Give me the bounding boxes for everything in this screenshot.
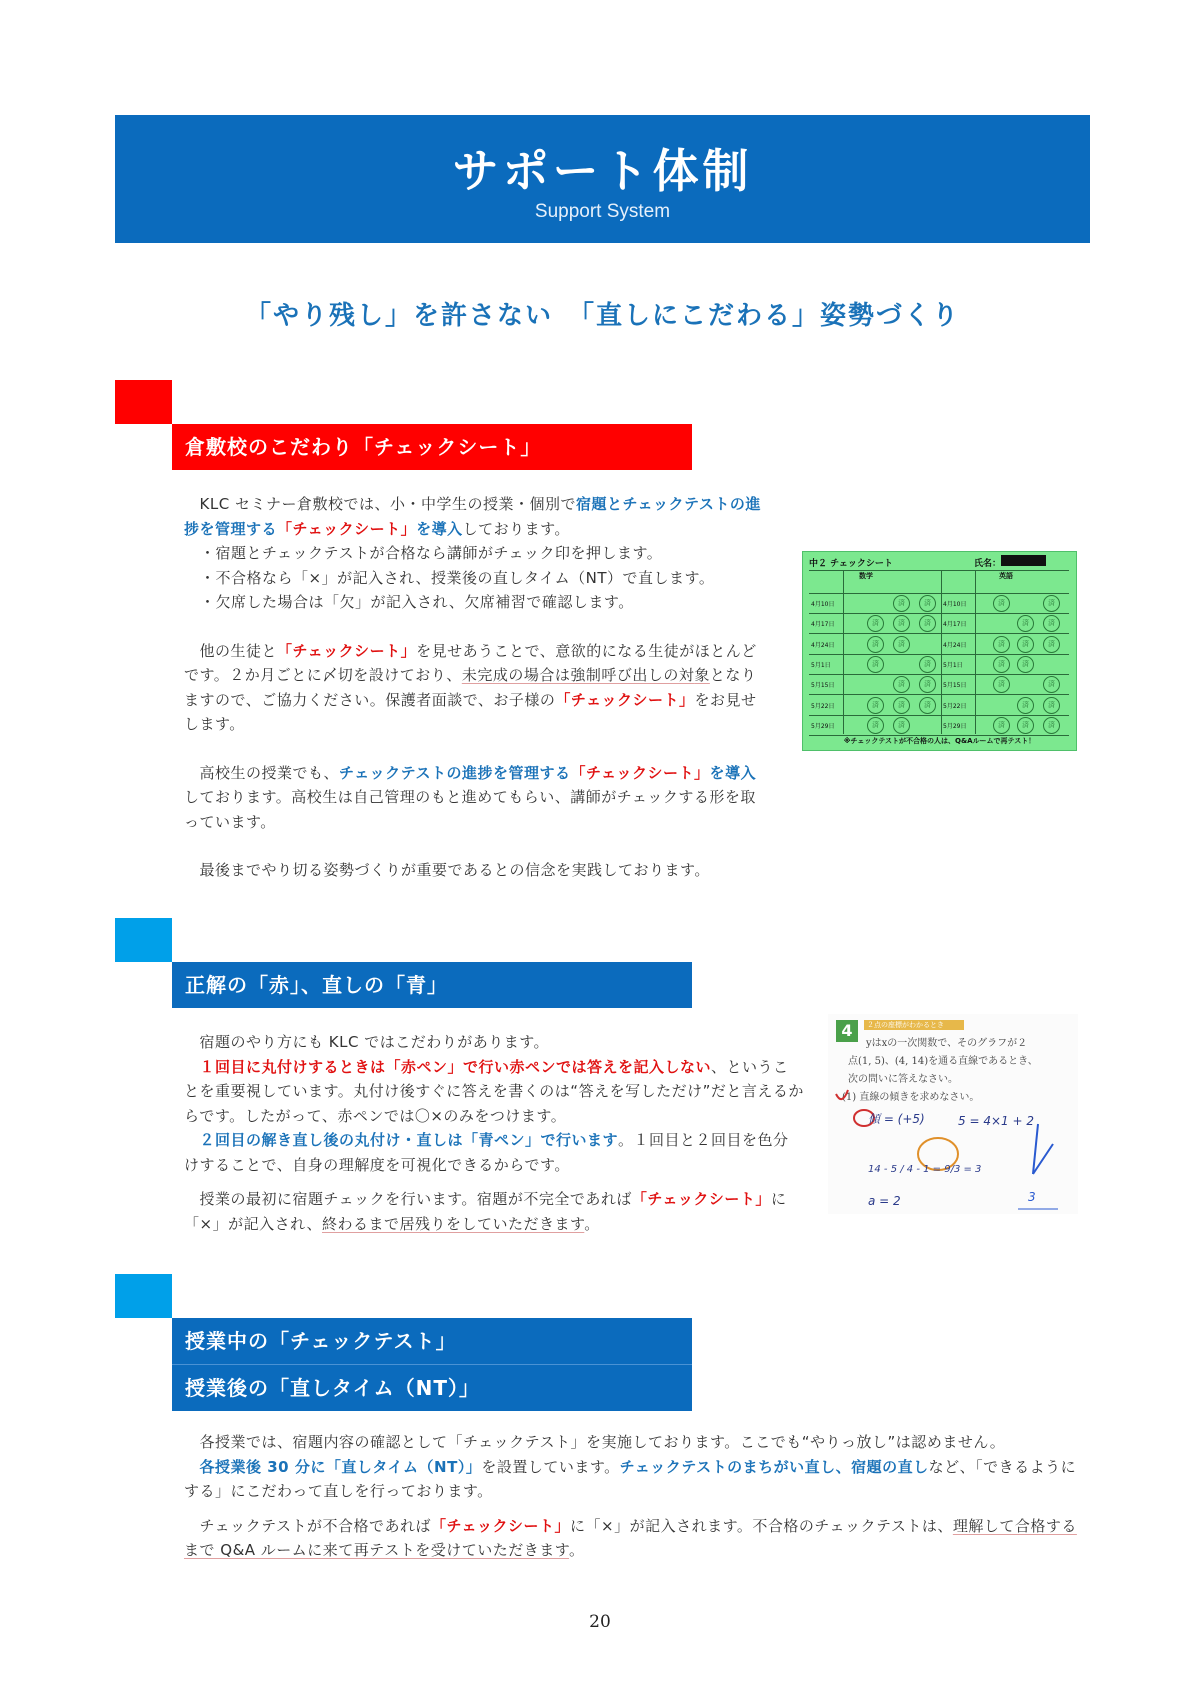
pass-stamp-icon: 済 (1043, 595, 1060, 612)
pass-stamp-icon: 済 (993, 636, 1010, 653)
page-number: 20 (589, 1612, 611, 1632)
checksheet-row (809, 674, 1069, 695)
pass-stamp-icon: 済 (893, 615, 910, 632)
section1-bullet2: ・不合格なら「×」が記入され、授業後の直しタイム（NT）で直します。 (200, 568, 715, 587)
homework-image (828, 1014, 1078, 1214)
problem-line4: (1) 直線の傾きを求めなさい。 (842, 1092, 980, 1103)
checksheet-row (809, 613, 1069, 634)
section3-body (184, 1430, 1084, 1563)
problem-tag: ２点の座標がわかるとき (864, 1020, 964, 1030)
checksheet-row (809, 654, 1069, 675)
pass-stamp-icon: 済 (867, 697, 884, 714)
checksheet-date: 5月15日 (943, 682, 967, 690)
handwriting-marks (828, 1014, 1078, 1214)
pass-stamp-icon: 済 (919, 656, 936, 673)
section1-heading: 倉敷校のこだわり「チェックシート」 (172, 424, 692, 470)
pass-stamp-icon: 済 (867, 636, 884, 653)
pass-stamp-icon: 済 (1017, 636, 1034, 653)
checksheet-date: 5月1日 (943, 661, 963, 669)
tagline: 「やり残し」を許さない 「直しにこだわる」姿勢づくり (244, 301, 960, 331)
pass-stamp-icon: 済 (1043, 717, 1060, 734)
section2-marker (115, 918, 172, 962)
problem-line3: 次の問いに答えなさい。 (848, 1074, 958, 1085)
checksheet-row (809, 634, 1069, 655)
section3-para2: 各授業後 30 分に「直しタイム（NT）」を設置しています。チェックテストのまちがい直し、宿題の直しなど、「できるようにする」にこだわって直しを行っております。 (184, 1457, 1077, 1500)
section1-para4: 最後までやり切る姿勢づくりが重要であるとの信念を実践しております。 (199, 861, 710, 879)
handwriting-5: 3 (1028, 1190, 1036, 1204)
section2-para4: 授業の最初に宿題チェックを行います。宿題が不完全であれば「チェックシート」に「×」が記入され、終わるまで居残りをしていただきます。 (184, 1190, 787, 1233)
pass-stamp-icon: 済 (893, 676, 910, 693)
section1-bullet1: ・宿題とチェックテストが合格なら講師がチェック印を押します。 (200, 544, 663, 562)
pass-stamp-icon: 済 (1017, 656, 1034, 673)
section3-marker (115, 1274, 172, 1318)
checksheet-date: 4月24日 (943, 641, 967, 649)
handwriting-4: a = 2 (868, 1194, 901, 1208)
checksheet-date: 4月17日 (943, 621, 967, 629)
pass-stamp-icon: 済 (867, 717, 884, 734)
section2-para3: ２回目の解き直し後の丸付け・直しは「青ペン」で行います。１回目と２回目を色分けすることで、自身の理解度を可視化できるからです。 (184, 1131, 789, 1174)
checksheet-date: 5月29日 (943, 722, 967, 730)
problem-line2: 点(1, 5)、(4, 14)を通る直線であるとき、 (848, 1056, 1038, 1067)
section1-para3: 高校生の授業でも、チェックテストの進捗を管理する「チェックシート」を導入しております。高校生は自己管理のもと進めてもらい、講師がチェックする形を取っています。 (184, 763, 757, 831)
checksheet-date: 5月22日 (943, 702, 967, 710)
pass-stamp-icon: 済 (1017, 615, 1034, 632)
checksheet-row (809, 593, 1069, 614)
section3-heading2: 授業後の「直しタイム（NT）」 (172, 1365, 692, 1411)
pass-stamp-icon: 済 (993, 676, 1010, 693)
section3-para1: 各授業では、宿題内容の確認として「チェックテスト」を実施しております。ここでも“やりっ放し”は認めません。 (199, 1433, 1006, 1451)
problem-line1: yはxの一次関数で、そのグラフが２ (866, 1038, 1028, 1049)
header-banner (115, 115, 1090, 243)
checksheet-footer: ※チェックテストが不合格の人は、Q&Aルームで再テスト！ (843, 737, 1036, 745)
pass-stamp-icon: 済 (893, 595, 910, 612)
pass-stamp-icon: 済 (1017, 697, 1034, 714)
checksheet-row (809, 715, 1069, 736)
checksheet-date: 4月24日 (811, 641, 835, 649)
section2-para2: １回目に丸付けするときは「赤ペン」で行い赤ペンでは答えを記入しない、ということを重要視しています。丸付け後すぐに答えを書くのは“答えを写しただけ”だと言えるからです。したがって、赤ペンでは〇×のみをつけます。 (184, 1057, 804, 1125)
section1-body (184, 492, 764, 883)
pass-stamp-icon: 済 (1017, 717, 1034, 734)
pass-stamp-icon: 済 (1043, 636, 1060, 653)
checksheet-date: 4月10日 (811, 601, 835, 608)
pass-stamp-icon: 済 (919, 697, 936, 714)
pass-stamp-icon: 済 (867, 615, 884, 632)
pass-stamp-icon: 済 (993, 595, 1010, 612)
section1-para2: 他の生徒と「チェックシート」を見せあうことで、意欲的になる生徒がほとんどです。２か月ごとに〆切を設けており、未完成の場合は強制呼び出しの対象となりますので、ご協力ください。保護者面談で、お子様の「チェックシート」をお見せします。 (184, 641, 757, 733)
pass-stamp-icon: 済 (1043, 615, 1060, 632)
section2-heading: 正解の「赤」、直しの「青」 (172, 962, 692, 1008)
pass-stamp-icon: 済 (867, 656, 884, 673)
checksheet-header-row: 数学 英語 (809, 570, 1069, 594)
pass-stamp-icon: 済 (893, 636, 910, 653)
pass-stamp-icon: 済 (993, 717, 1010, 734)
checksheet-image (802, 551, 1077, 751)
handwriting-3: 14 - 5 / 4 - 1 = 9/3 = 3 (868, 1164, 982, 1175)
section2-body (184, 1030, 804, 1236)
section2-para1: 宿題のやり方にも KLC ではこだわりがあります。 (199, 1033, 550, 1051)
section1-marker (115, 380, 172, 424)
page-subtitle: Support System (534, 201, 671, 222)
checksheet-date: 5月22日 (811, 702, 835, 710)
section3-heading1: 授業中の「チェックテスト」 (172, 1318, 692, 1364)
pass-stamp-icon: 済 (1043, 676, 1060, 693)
pass-stamp-icon: 済 (993, 656, 1010, 673)
section1-para1: KLC セミナー倉敷校では、小・中学生の授業・個別で宿題とチェックテストの進捗を管理する「チェックシート」を導入しております。 (184, 495, 761, 538)
handwriting-1: 傾 = (+5) (868, 1112, 925, 1126)
checksheet-name-redaction (1001, 555, 1046, 566)
checksheet-date: 4月10日 (943, 601, 967, 608)
checksheet-date: 4月17日 (811, 621, 835, 629)
page-title: サポート体制 (452, 144, 753, 198)
checksheet-row (809, 695, 1069, 716)
checksheet-date: 5月15日 (811, 682, 835, 690)
pass-stamp-icon: 済 (919, 615, 936, 632)
pass-stamp-icon: 済 (893, 717, 910, 734)
pass-stamp-icon: 済 (893, 697, 910, 714)
problem-number: 4 (836, 1020, 858, 1042)
pass-stamp-icon: 済 (1043, 697, 1060, 714)
checksheet-date: 5月29日 (811, 722, 835, 730)
pass-stamp-icon: 済 (919, 676, 936, 693)
section1-bullet3: ・欠席した場合は「欠」が記入され、欠席補習で確認します。 (200, 593, 634, 611)
checksheet-title: 中２ チェックシート 氏名： (809, 559, 1002, 569)
section3-para3: チェックテストが不合格であれば「チェックシート」に「×」が記入されます。不合格のチェックテストは、理解して合格するまで Q&A ルームに来て再テストを受けていただきます。 (184, 1516, 1077, 1559)
handwriting-2: 5 = 4×1 + 2 (958, 1114, 1034, 1128)
checksheet-date: 5月1日 (811, 661, 831, 669)
pass-stamp-icon: 済 (919, 595, 936, 612)
